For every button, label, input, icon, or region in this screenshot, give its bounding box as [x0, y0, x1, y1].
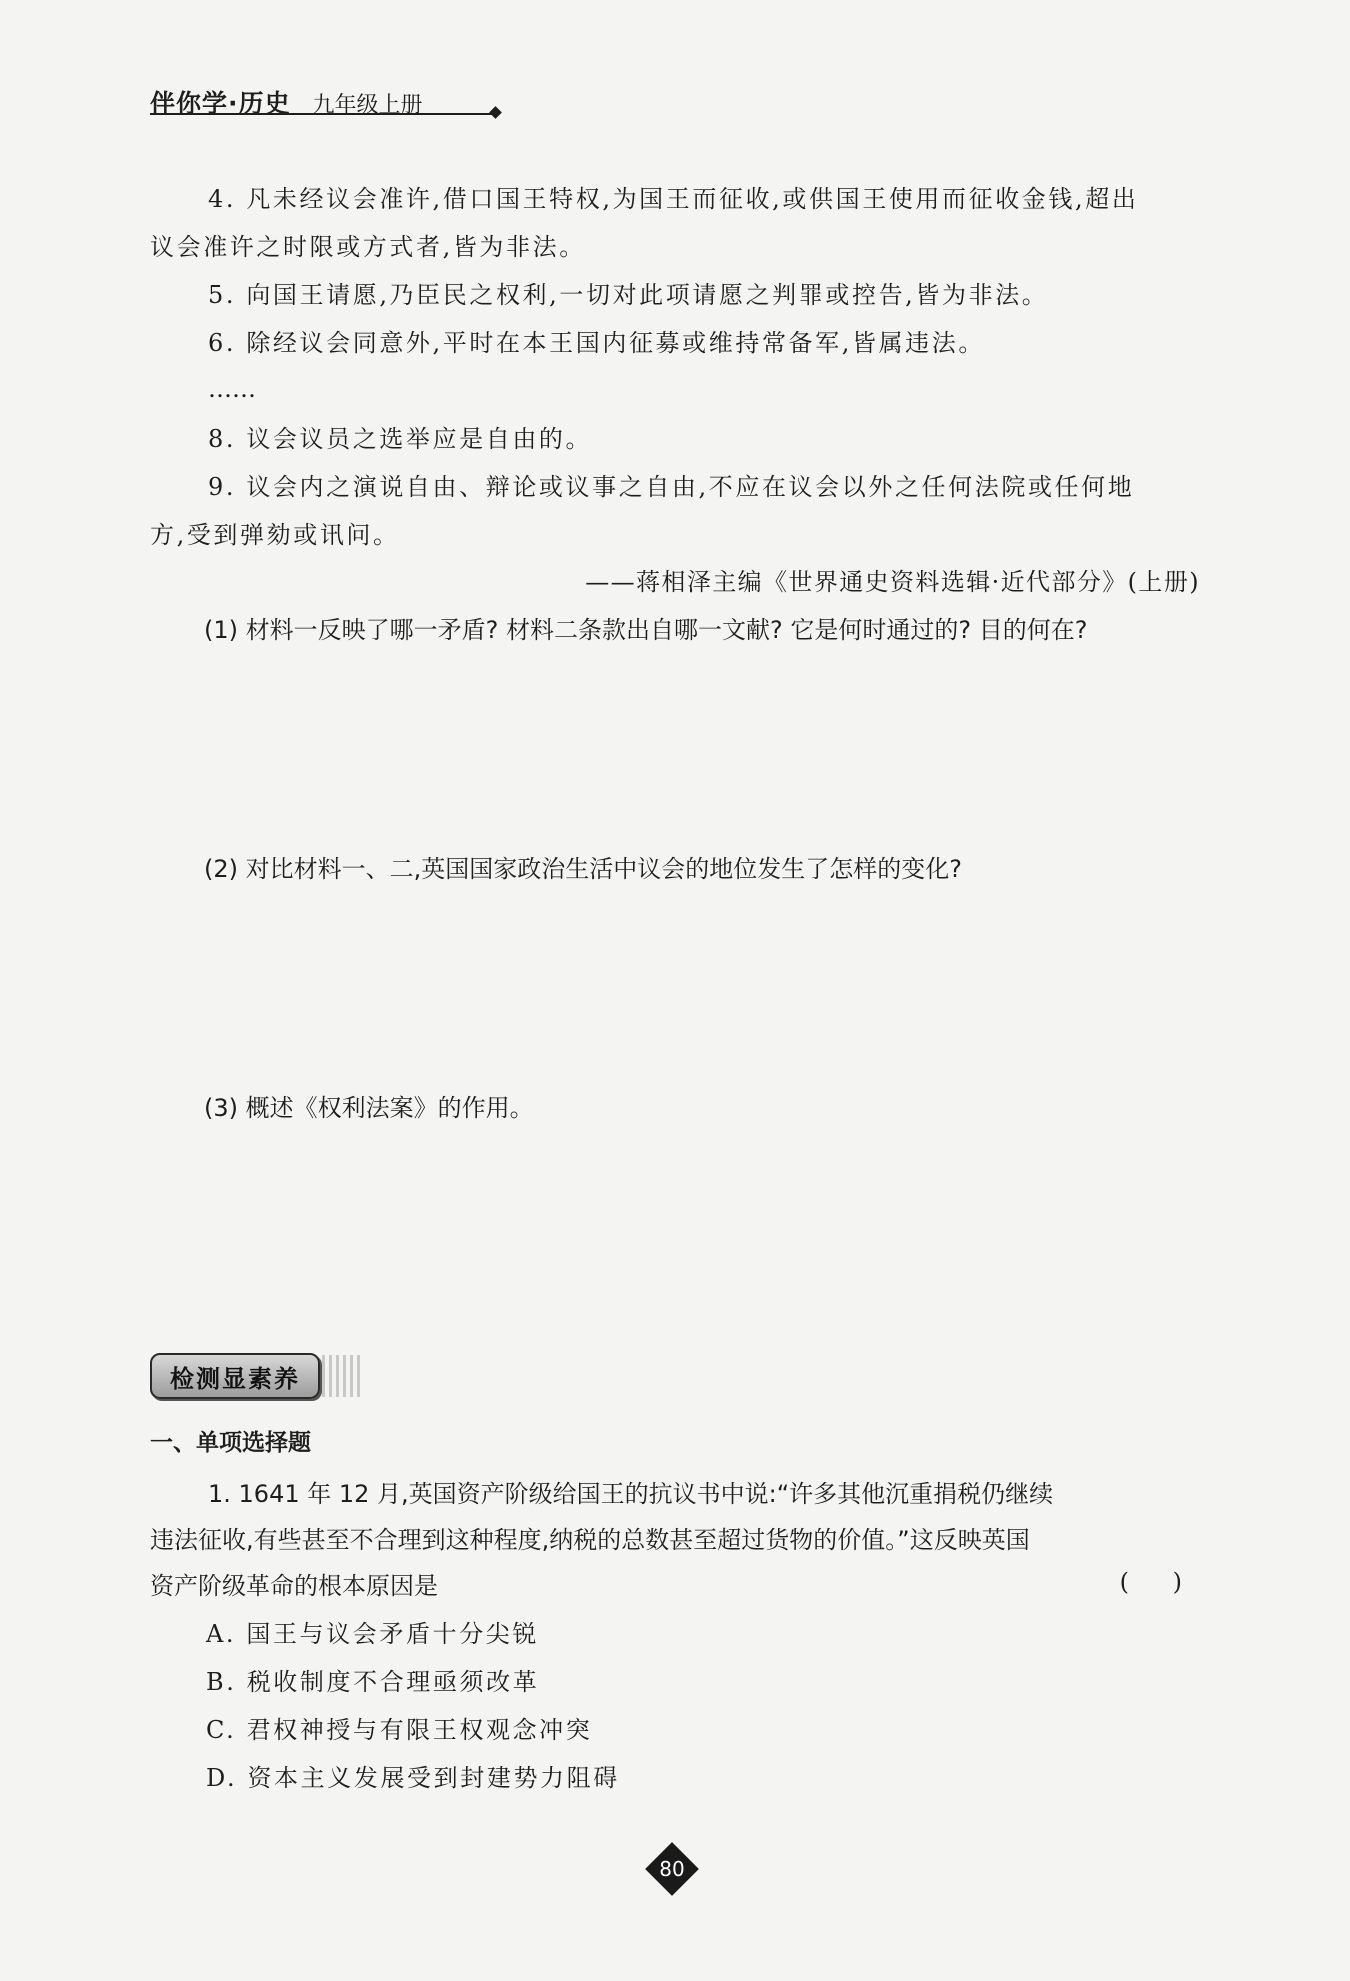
- option-b: B. 税收制度不合理亟须改革: [206, 1668, 540, 1696]
- section-heading: 一、单项选择题: [150, 1430, 311, 1456]
- clause-9-line-2: 方,受到弹劾或讯问。: [150, 521, 400, 549]
- mcq-1-line-1: 1. 1641 年 12 月,英国资产阶级给国王的抗议书中说:“许多其他沉重捐税仍继续: [208, 1480, 1054, 1508]
- option-c: C. 君权神授与有限王权观念冲突: [206, 1716, 593, 1744]
- question-2: (2) 对比材料一、二,英国国家政治生活中议会的地位发生了怎样的变化?: [204, 855, 962, 883]
- source-citation: ——蒋相泽主编《世界通史资料选辑·近代部分》(上册): [585, 568, 1200, 596]
- ellipsis: ……: [208, 375, 256, 403]
- clause-4-line-2: 议会准许之时限或方式者,皆为非法。: [150, 233, 586, 261]
- page-number-label: 80: [659, 1857, 685, 1881]
- answer-bracket: ( ): [1119, 1568, 1200, 1596]
- option-d: D. 资本主义发展受到封建势力阻碍: [206, 1764, 620, 1792]
- clause-5: 5. 向国王请愿,乃臣民之权利,一切对此项请愿之判罪或控告,皆为非法。: [208, 281, 1049, 309]
- question-3: (3) 概述《权利法案》的作用。: [204, 1094, 534, 1122]
- grade-label: 九年级上册: [312, 93, 423, 118]
- mcq-1-line-2: 违法征收,有些甚至不合理到这种程度,纳税的总数甚至超过货物的价值。”这反映英国: [150, 1526, 1030, 1554]
- section-badge-label: 检测显素养: [150, 1353, 320, 1399]
- mcq-1-line-3: 资产阶级革命的根本原因是: [150, 1572, 438, 1600]
- clause-4-line-1: 4. 凡未经议会准许,借口国王特权,为国王而征收,或供国王使用而征收金钱,超出: [208, 185, 1139, 213]
- header-rule: [150, 113, 495, 115]
- clause-8: 8. 议会议员之选举应是自由的。: [208, 425, 593, 453]
- book-title: 伴你学·历史: [150, 89, 291, 118]
- question-1: (1) 材料一反映了哪一矛盾? 材料二条款出自哪一文献? 它是何时通过的? 目的何在?: [204, 616, 1088, 644]
- clause-6: 6. 除经议会同意外,平时在本王国内征募或维持常备军,皆属违法。: [208, 329, 985, 357]
- section-badge: [150, 1352, 370, 1400]
- badge-stripes: [322, 1355, 362, 1397]
- clause-9-line-1: 9. 议会内之演说自由、辩论或议事之自由,不应在议会以外之任何法院或任何地: [208, 473, 1135, 501]
- header-diamond-icon: [489, 106, 502, 119]
- option-a: A. 国王与议会矛盾十分尖锐: [206, 1620, 539, 1648]
- page-number: [647, 1844, 697, 1894]
